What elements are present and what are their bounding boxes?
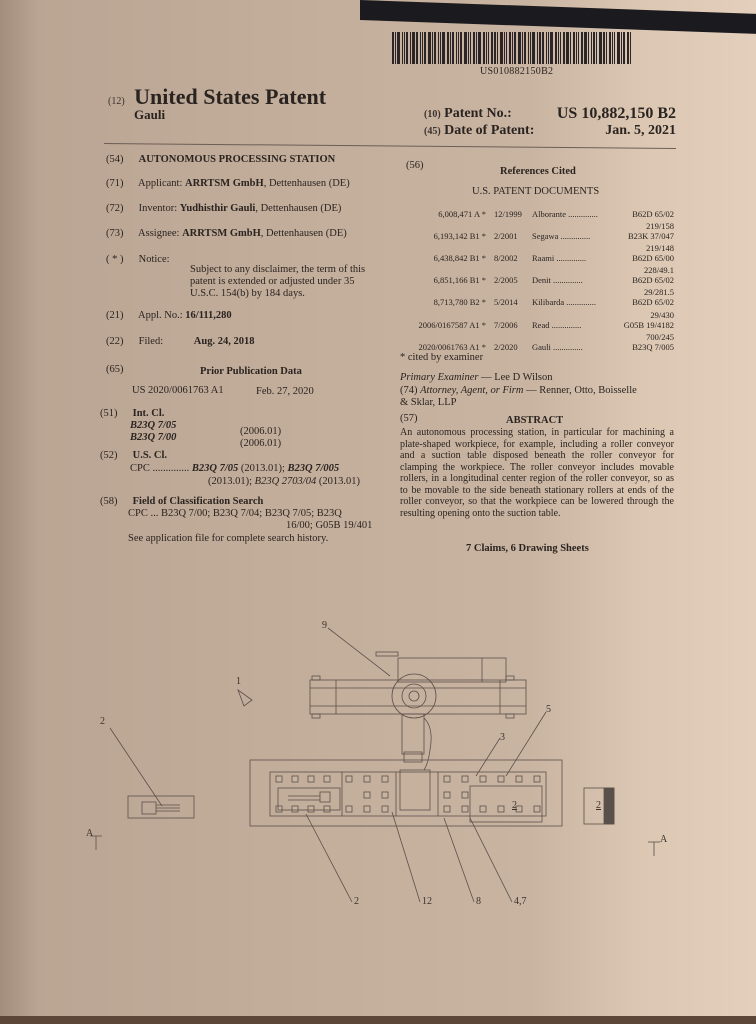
us-cl-line2 [208, 476, 360, 488]
int-cl-version: (2006.01) [240, 426, 282, 437]
ref-name: Gauli .............. [532, 342, 583, 352]
us-cl-line1 [130, 463, 339, 475]
ref-class: G05B 19/4182 [623, 320, 674, 330]
title-field [106, 154, 335, 166]
search-history-note: See application file for complete search history. [128, 533, 329, 544]
reference-numeral-2: 2 [354, 896, 359, 907]
search-line: 16/00; G05B 19/401 [286, 520, 373, 531]
reference-numeral-2: 2 [512, 800, 517, 811]
prior-publication-date: Feb. 27, 2020 [256, 386, 314, 397]
ref-number: 6,438,842 B1 * [433, 253, 486, 263]
patent-number-label: Patent No.: [444, 106, 512, 121]
assignee-name: ARRTSM GmbH [182, 228, 261, 239]
ref-class: B62D 65/02 [632, 297, 674, 307]
cpc-version: (2013.01) [316, 476, 360, 487]
ref-number: 8,713,780 B2 * [433, 297, 486, 307]
us-patent-documents-heading: U.S. PATENT DOCUMENTS [472, 186, 600, 197]
ref-us-class: 29/430 [650, 310, 674, 320]
ref-class: B23Q 7/005 [632, 342, 674, 352]
date-of-patent-label: Date of Patent: [444, 123, 535, 138]
date-of-patent-row [424, 123, 676, 139]
ref-date: 5/2014 [494, 297, 518, 307]
notice-text [190, 264, 400, 300]
robot-head [392, 674, 436, 718]
assignee-label: Assignee: [138, 228, 180, 239]
cpc-version: (2013.01); [208, 476, 255, 487]
section-marker-a-left: A [86, 828, 94, 839]
barcode [392, 32, 672, 64]
appl-no-field [106, 310, 232, 322]
primary-examiner-label: Primary Examiner [400, 372, 479, 383]
ref-date: 8/2002 [494, 253, 518, 263]
reference-numeral-2: 2 [596, 800, 601, 811]
reference-numeral-2: 2 [100, 716, 105, 727]
gantry-beam [398, 658, 506, 682]
us-cl-label: U.S. Cl. [132, 450, 168, 461]
inid-code-72: (72) [106, 203, 124, 214]
notice-line: Subject to any disclaimer, the term of this [190, 264, 366, 275]
int-cl-class: B23Q 7/05 [130, 420, 177, 431]
patent-number-value: US 10,882,150 B2 [556, 105, 676, 122]
inid-code-12: (12) [108, 96, 125, 107]
ref-date: 12/1999 [494, 209, 522, 219]
reference-numeral-8: 8 [476, 896, 481, 907]
reference-numeral-3: 3 [500, 732, 505, 743]
ref-name: Alborante .............. [532, 209, 598, 219]
field-of-search [100, 496, 400, 544]
workpiece-right [470, 786, 542, 822]
applicant-name: ARRTSM GmbH [185, 178, 264, 189]
reference-numeral-4-7: 4,7 [514, 896, 527, 907]
ref-number: 2020/0061763 A1 * [418, 342, 486, 352]
inid-code-10: (10) [424, 109, 441, 120]
field-of-search-label: Field of Classification Search [132, 496, 264, 507]
cpc-class: B23Q 7/005 [287, 463, 340, 474]
ref-us-class: 700/245 [646, 332, 674, 342]
int-cl-label: Int. Cl. [132, 408, 165, 419]
ref-date: 7/2006 [494, 320, 518, 330]
us-cl-field [100, 450, 400, 487]
inventor-surname: Gauli [134, 107, 166, 122]
cpc-class: B23Q 2703/04 [254, 476, 317, 487]
ref-number: 2006/0167587 A1 * [418, 320, 486, 330]
applicant-label: Applicant: [138, 178, 183, 189]
ref-name: Read .............. [532, 320, 582, 330]
reference-numeral-1: 1 [236, 676, 241, 687]
ref-us-class: 219/158 [646, 221, 674, 231]
cpc-version: (2013.01); [238, 463, 288, 474]
cpc-prefix: CPC .............. [130, 463, 190, 474]
inid-code-22: (22) [106, 336, 124, 347]
inid-code-21: (21) [106, 310, 124, 321]
workpiece-station-left [128, 796, 194, 818]
prior-publication-heading: Prior Publication Data [200, 366, 302, 377]
notice-label: Notice: [138, 254, 170, 265]
ref-class: B23K 37/047 [627, 231, 674, 241]
inventor-name: Yudhisthir Gauli [179, 203, 256, 214]
inid-code-51: (51) [100, 408, 118, 419]
barcode-text: US010882150B2 [480, 66, 554, 77]
filed-field [106, 336, 254, 348]
ref-class: B62D 65/02 [632, 275, 674, 285]
inventor-label: Inventor: [138, 203, 178, 214]
invention-title: AUTONOMOUS PROCESSING STATION [138, 154, 336, 165]
int-cl-field [100, 408, 400, 449]
ref-us-class: 29/281.5 [644, 287, 674, 297]
applicant-location: , Dettenhausen (DE) [263, 178, 350, 189]
inid-code-52: (52) [100, 450, 118, 461]
reference-numeral-12: 12 [422, 896, 432, 907]
document-type: United States Patent [134, 84, 327, 109]
abstract-text: An autonomous processing station, in particular for machining a plate-shaped workpiece, for example, including a roller conveyor and a suction table disposed beneath the roller conveyor for clamping the workpiece. The roller conveyor includes movable rollers, in a longitudinal center region of the roller conveyor, so as to be movable to the side beneath stationary rollers at ends of the roller conveyor, so that the workpiece can be lowered through the resulting opening onto the suction table. [400, 427, 674, 519]
ref-name: Segawa .............. [532, 231, 591, 241]
ref-class: B62D 65/00 [632, 253, 674, 263]
notice-line: U.S.C. 154(b) by 184 days. [190, 288, 305, 299]
prior-publication-number: US 2020/0061763 A1 [132, 385, 224, 396]
ref-number: 6,008,471 A * [438, 209, 486, 219]
attorney-label: Attorney, Agent, or Firm [420, 385, 524, 396]
notice-line: patent is extended or adjusted under 35 [190, 276, 355, 287]
inid-code-65: (65) [106, 364, 124, 375]
primary-examiner-name: — Lee D Wilson [478, 372, 553, 383]
filed-label: Filed: [138, 336, 164, 347]
appl-no-value: 16/111,280 [185, 310, 232, 321]
appl-no-label: Appl. No.: [138, 310, 183, 321]
assignee-field [106, 228, 347, 240]
search-line: CPC ... B23Q 7/00; B23Q 7/04; B23Q 7/05; B23Q [128, 508, 342, 519]
ref-date: 2/2005 [494, 275, 518, 285]
ref-name: Kilibarda .............. [532, 297, 596, 307]
abstract-heading: ABSTRACT [506, 415, 564, 426]
ref-name: Denit .............. [532, 275, 583, 285]
claims-count: 7 Claims, 6 Drawing Sheets [466, 543, 589, 554]
inid-code-74: (74) [400, 385, 418, 396]
cpc-class: B23Q 7/05 [191, 463, 239, 474]
filed-value: Aug. 24, 2018 [193, 336, 255, 347]
inid-code-45: (45) [424, 126, 441, 137]
section-marker-a-right: A [660, 834, 668, 845]
int-cl-version: (2006.01) [240, 438, 282, 449]
patent-number-row [424, 106, 676, 122]
primary-examiner [400, 372, 553, 384]
reference-numeral-5: 5 [546, 704, 551, 715]
rollers [276, 776, 540, 812]
assignee-location: , Dettenhausen (DE) [260, 228, 347, 239]
inid-code-54: (54) [106, 154, 124, 165]
references-heading: References Cited [500, 166, 576, 177]
ref-us-class: 228/49.1 [644, 265, 674, 275]
attorney-name: — Renner, Otto, Boisselle [523, 385, 637, 396]
inid-code-56: (56) [406, 160, 424, 171]
ref-number: 6,193,142 B1 * [433, 231, 486, 241]
inventor-location: , Dettenhausen (DE) [255, 203, 342, 214]
inid-code-71: (71) [106, 178, 124, 189]
attorney-name-cont: & Sklar, LLP [400, 397, 457, 408]
header-divider [104, 143, 676, 149]
ref-number: 6,851,166 B1 * [433, 275, 486, 285]
representative-drawing [0, 600, 756, 920]
inventor-field [106, 203, 341, 215]
attorney-field [400, 385, 680, 409]
date-of-patent-value: Jan. 5, 2021 [605, 123, 676, 138]
ref-class: B62D 65/02 [632, 209, 674, 219]
notice-field [106, 254, 396, 299]
cited-by-examiner-note: * cited by examiner [400, 352, 484, 363]
ref-date: 2/2020 [494, 342, 518, 352]
page-bottom-edge [0, 1016, 756, 1024]
inid-code-73: (73) [106, 228, 124, 239]
prior-publication-field [106, 364, 396, 397]
applicant-field [106, 178, 350, 190]
reference-numeral-9: 9 [322, 620, 327, 631]
int-cl-class: B23Q 7/00 [130, 432, 177, 443]
background-dark-region [360, 0, 756, 34]
inid-code-57: (57) [400, 413, 418, 424]
ref-date: 2/2001 [494, 231, 518, 241]
inid-code-58: (58) [100, 496, 118, 507]
ref-us-class: 219/148 [646, 243, 674, 253]
notice-marker: ( * ) [106, 254, 124, 265]
ref-name: Raami .............. [532, 253, 587, 263]
